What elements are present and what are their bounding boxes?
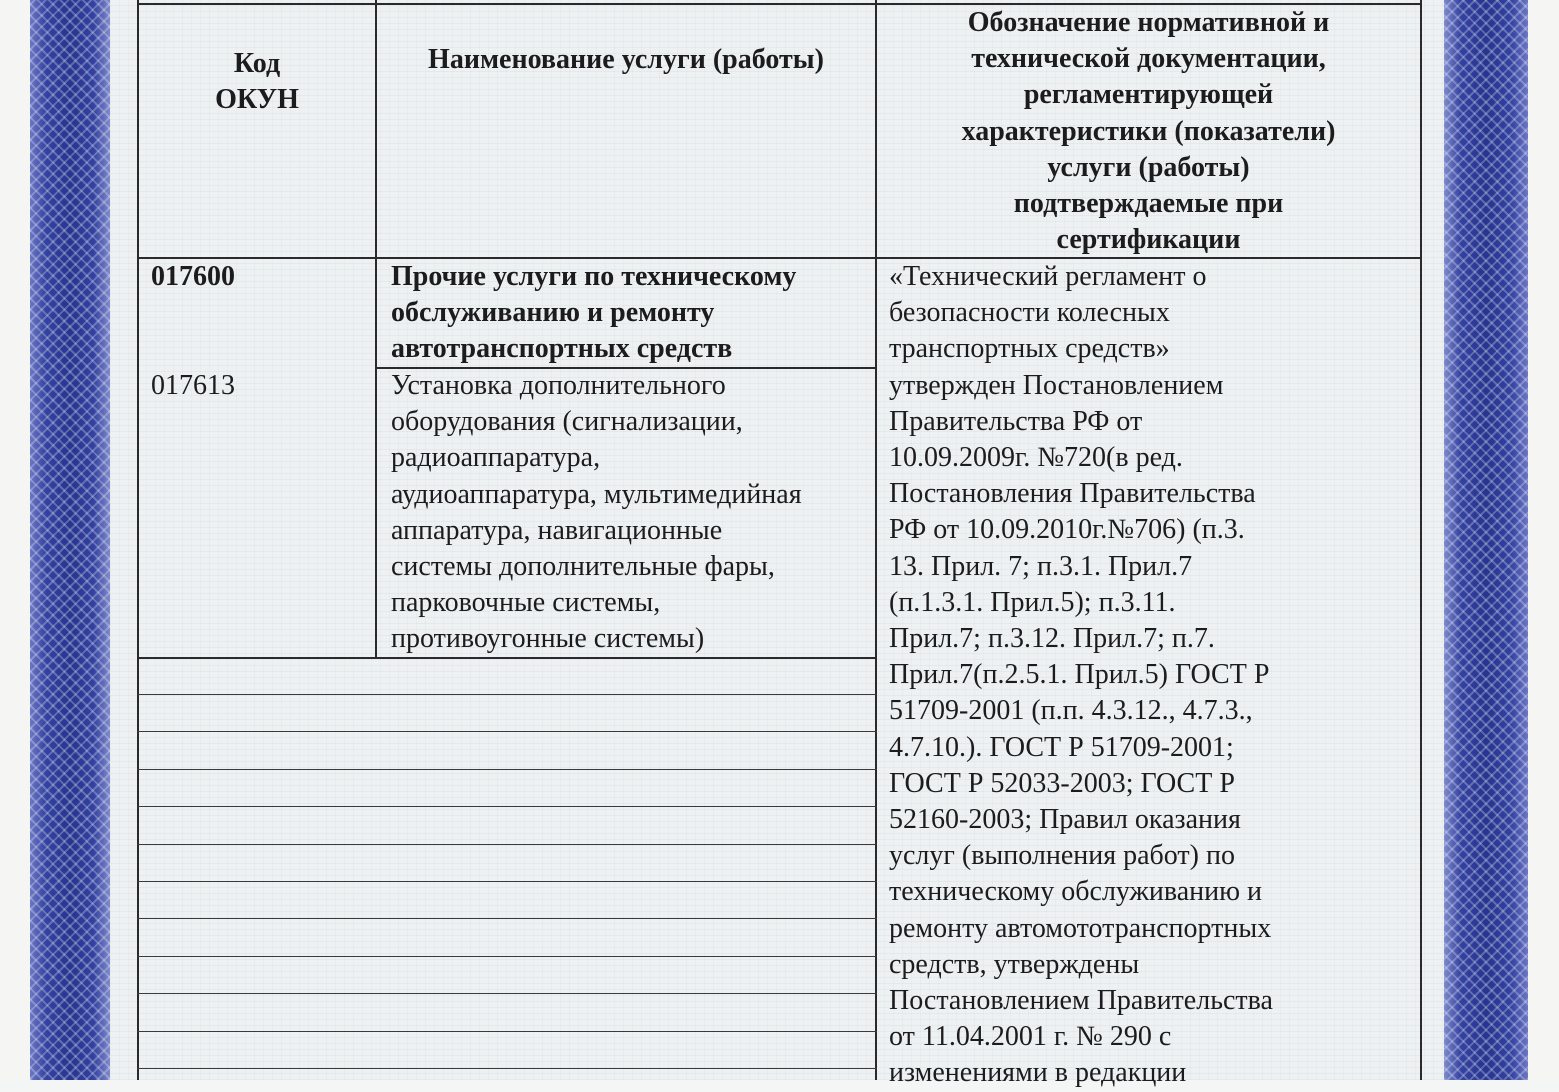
page-margin-left xyxy=(0,0,30,1080)
service-name-line: парковочные системы, xyxy=(391,587,661,619)
header-docs-line: подтверждаемые при xyxy=(1013,188,1284,220)
service-name-line: обслуживанию и ремонту xyxy=(391,297,715,329)
docs-line: 13. Прил. 7; п.3.1. Прил.7 xyxy=(889,550,1193,582)
column-divider-1 xyxy=(375,0,377,658)
docs-line: ГОСТ Р 52033-2003; ГОСТ Р xyxy=(889,767,1235,799)
docs-line: 4.7.10.). ГОСТ Р 51709-2001; xyxy=(889,731,1234,763)
empty-row-rule xyxy=(137,844,877,845)
service-name-line: системы дополнительные фары, xyxy=(391,551,775,583)
docs-line: 51709-2001 (п.п. 4.3.12., 4.7.3., xyxy=(889,695,1253,727)
docs-line: услуг (выполнения работ) по xyxy=(889,840,1235,872)
docs-line: техническому обслуживанию и xyxy=(889,876,1263,908)
docs-line: средств, утверждены xyxy=(889,948,1140,980)
service-name-line: автотранспортных средств xyxy=(391,333,733,365)
header-documentation xyxy=(877,5,1420,258)
docs-line: (п.1.3.1. Прил.5); п.3.11. xyxy=(889,586,1176,618)
header-docs-line: сертификации xyxy=(1056,224,1241,256)
empty-row-rule xyxy=(137,918,877,919)
docs-line: транспортных средств» xyxy=(889,333,1170,365)
docs-line: утвержден Постановлением xyxy=(889,369,1224,401)
docs-line: Прил.7(п.2.5.1. Прил.5) ГОСТ Р xyxy=(889,659,1270,691)
docs-line: 10.09.2009г. №720(в ред. xyxy=(889,442,1183,474)
guilloche-border-right xyxy=(1444,0,1528,1080)
service-name-line: противоугонные системы) xyxy=(391,623,705,655)
docs-line: ремонту автомототранспортных xyxy=(889,912,1272,944)
header-code-line: ОКУН xyxy=(215,84,299,116)
docs-line: от 11.04.2001 г. № 290 с xyxy=(889,1021,1172,1053)
docs-line: Постановлением Правительства xyxy=(889,985,1273,1017)
row-service-name xyxy=(391,368,802,658)
header-code xyxy=(139,46,375,118)
header-docs-line: Обозначение нормативной и xyxy=(967,7,1330,38)
empty-row-rule xyxy=(137,694,877,695)
docs-line: 52160-2003; Правил оказания xyxy=(889,804,1241,836)
empty-row-rule xyxy=(137,1068,877,1069)
docs-line: Правительства РФ от xyxy=(889,405,1143,437)
docs-line: Прил.7; п.3.12. Прил.7; п.7. xyxy=(889,623,1215,655)
docs-line: безопасности колесных xyxy=(889,297,1170,329)
page-margin-right xyxy=(1528,0,1559,1080)
empty-row-rule xyxy=(137,956,877,957)
header-docs-line: характеристики (показатели) xyxy=(961,115,1336,147)
certificate-paper xyxy=(110,0,1444,1089)
row-code: 017600 xyxy=(151,261,235,292)
header-code-line: Код xyxy=(233,48,281,79)
empty-row-rule xyxy=(137,731,877,732)
header-docs-line: технической документации, xyxy=(971,43,1326,75)
docs-line: изменениями в редакции xyxy=(889,1057,1187,1089)
row-code: 017613 xyxy=(151,370,235,401)
empty-row-rule xyxy=(137,769,877,770)
empty-row-rule xyxy=(137,1031,877,1032)
docs-line: Постановления Правительства xyxy=(889,478,1256,510)
docs-line: РФ от 10.09.2010г.№706) (п.3. xyxy=(889,514,1245,546)
guilloche-border-left xyxy=(30,0,110,1080)
header-service-name: Наименование услуги (работы) xyxy=(428,44,824,75)
regulatory-documents-text xyxy=(889,259,1273,1092)
service-name-line: Установка дополнительного xyxy=(391,370,726,401)
service-name-line: оборудования (сигнализации, xyxy=(391,406,743,438)
empty-row-rule xyxy=(137,993,877,994)
header-docs-line: регламентирующей xyxy=(1023,79,1274,111)
service-name-line: аудиоаппаратура, мультимедийная xyxy=(391,478,802,510)
service-name-line: Прочие услуги по техническому xyxy=(391,261,797,292)
table-border-right xyxy=(1420,0,1422,1080)
row-service-name xyxy=(391,259,796,368)
empty-row-rule xyxy=(137,881,877,882)
docs-line: «Технический регламент о xyxy=(889,261,1207,292)
service-name-line: аппаратура, навигационные xyxy=(391,514,723,546)
header-docs-line: услуги (работы) xyxy=(1047,151,1250,183)
service-name-line: радиоаппаратура, xyxy=(391,442,601,474)
empty-row-rule xyxy=(137,806,877,807)
